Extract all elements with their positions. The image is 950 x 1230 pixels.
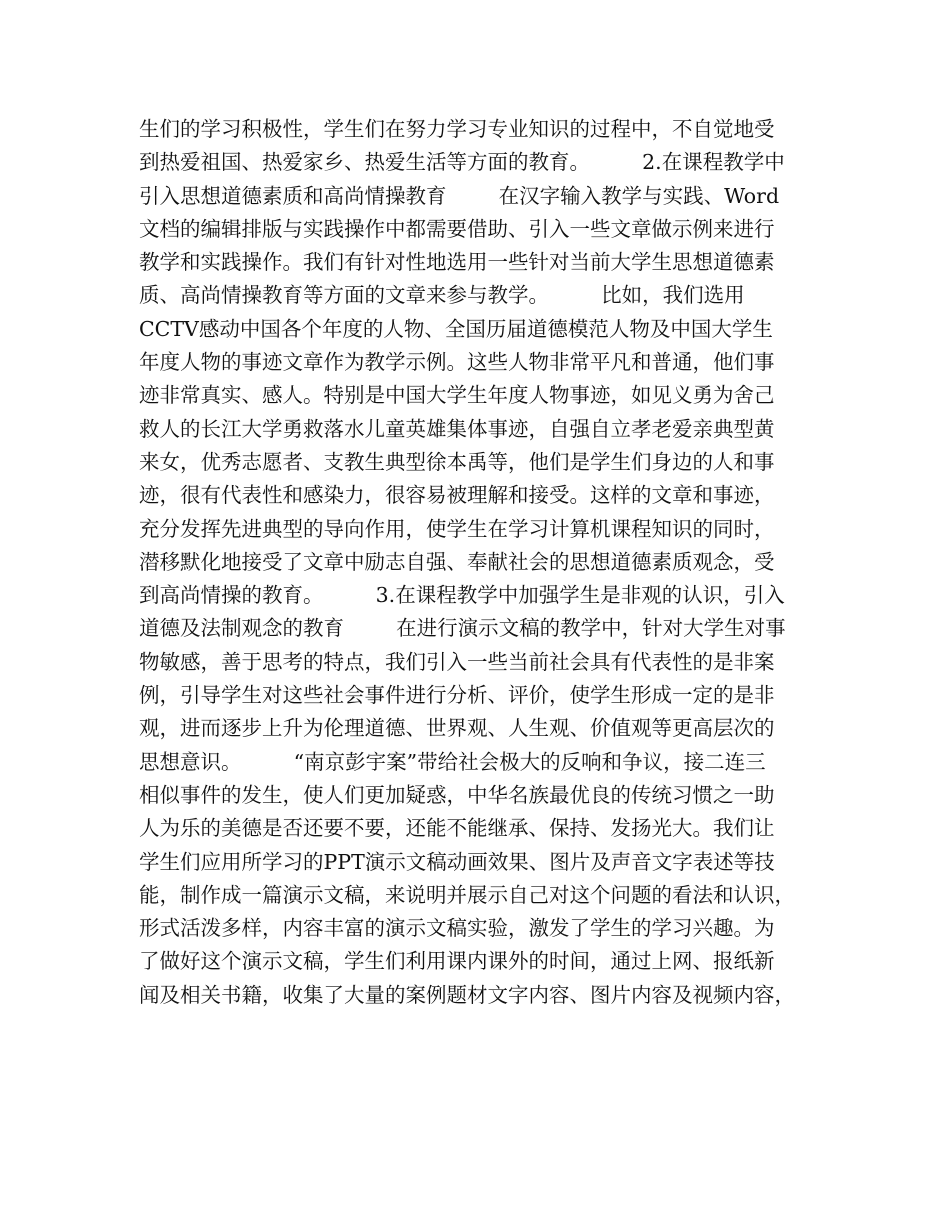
text-line: 年度人物的事迹文章作为教学示例。这些人物非常平凡和普通，他们事: [139, 350, 775, 375]
text-line: 充分发挥先进典型的导向作用，使学生在学习计算机课程知识的同时，: [139, 516, 775, 541]
text-line: 例，引导学生对这些社会事件进行分析、评价，使学生形成一定的是非: [139, 683, 775, 708]
text-line: 道德及法制观念的教育 在进行演示文稿的教学中，针对大学生对事: [139, 616, 786, 641]
text-line: 文档的编辑排版与实践操作中都需要借助、引入一些文章做示例来进行: [139, 216, 775, 241]
text-line: 能，制作成一篇演示文稿，来说明并展示自己对这个问题的看法和认识，: [139, 882, 795, 907]
text-line: 来女，优秀志愿者、支教生典型徐本禹等，他们是学生们身边的人和事: [139, 449, 775, 474]
text-line: 到热爱祖国、热爱家乡、热爱生活等方面的教育。 2.在课程教学中: [139, 150, 785, 175]
text-line: 了做好这个演示文稿，学生们利用课内课外的时间，通过上网、报纸新: [139, 949, 775, 974]
text-line: 迹非常真实、感人。特别是中国大学生年度人物事迹，如见义勇为舍己: [139, 383, 775, 408]
text-line: 相似事件的发生，使人们更加疑惑，中华名族最优良的传统习惯之一助: [139, 782, 775, 807]
text-line: 潜移默化地接受了文章中励志自强、奉献社会的思想道德素质观念，受: [139, 549, 775, 574]
text-line: 救人的长江大学勇救落水儿童英雄集体事迹，自强自立孝老爱亲典型黄: [139, 416, 775, 441]
text-line: 学生们应用所学习的PPT演示文稿动画效果、图片及声音文字表述等技: [139, 849, 775, 874]
text-line: 质、高尚情操教育等方面的文章来参与教学。 比如，我们选用: [139, 283, 745, 308]
text-line: 形式活泼多样，内容丰富的演示文稿实验，激发了学生的学习兴趣。为: [139, 916, 775, 941]
body-text: [139, 113, 819, 1012]
text-line: 教学和实践操作。我们有针对性地选用一些针对当前大学生思想道德素: [139, 250, 775, 275]
text-line: 闻及相关书籍，收集了大量的案例题材文字内容、图片内容及视频内容，: [139, 982, 795, 1007]
text-line: 思想意识。 “南京彭宇案”带给社会极大的反响和争议，接二连三: [139, 749, 766, 774]
text-line: 迹，很有代表性和感染力，很容易被理解和接受。这样的文章和事迹，: [139, 483, 775, 508]
text-line: 到高尚情操的教育。 3.在课程教学中加强学生是非观的认识，引入: [139, 583, 785, 608]
text-line: 人为乐的美德是否还要不要，还能不能继承、保持、发扬光大。我们让: [139, 816, 775, 841]
text-line: 观，进而逐步上升为伦理道德、世界观、人生观、价值观等更高层次的: [139, 716, 775, 741]
text-line: 引入思想道德素质和高尚情操教育 在汉字输入教学与实践、Word: [139, 183, 780, 208]
text-line: 物敏感，善于思考的特点，我们引入一些当前社会具有代表性的是非案: [139, 649, 775, 674]
text-line: 生们的学习积极性，学生们在努力学习专业知识的过程中，不自觉地受: [139, 117, 775, 141]
text-line: CCTV感动中国各个年度的人物、全国历届道德模范人物及中国大学生: [139, 316, 773, 341]
